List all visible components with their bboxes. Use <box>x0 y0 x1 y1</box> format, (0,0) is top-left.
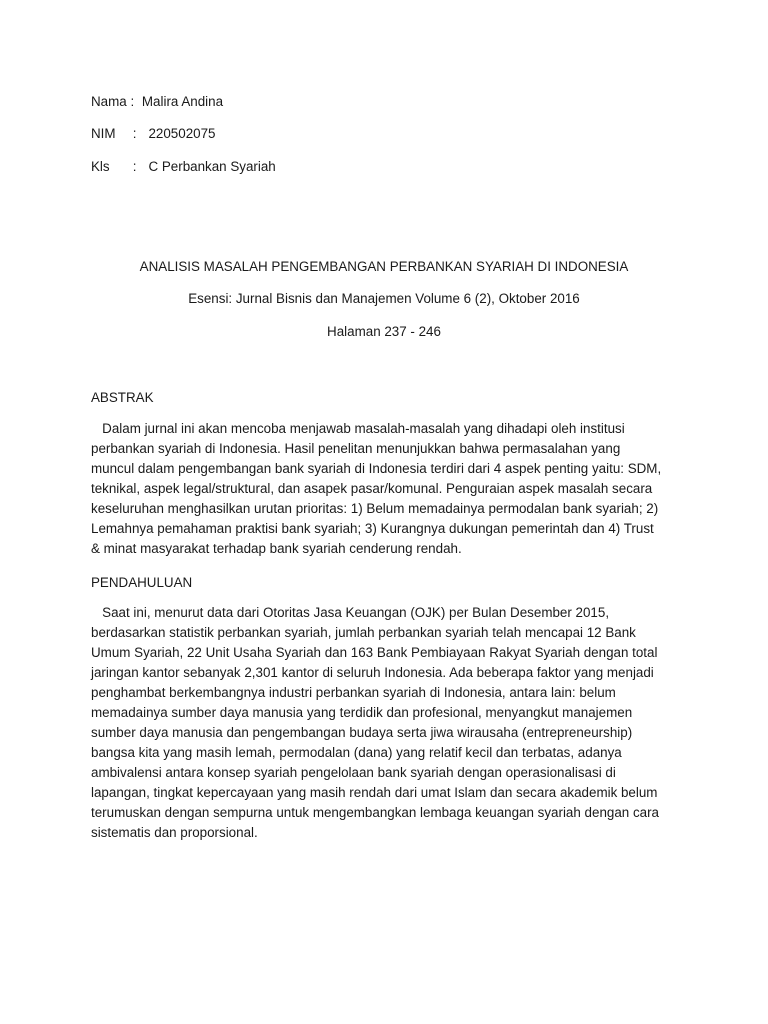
identity-kls-row <box>91 158 276 176</box>
abstrak-line: keseluruhan menghasilkan urutan prioritas: 1) Belum memadainya permodalan bank syariah; 2) <box>91 501 659 516</box>
abstrak-heading: ABSTRAK <box>91 390 154 405</box>
title-text: ANALISIS MASALAH PENGEMBANGAN PERBANKAN SYARIAH DI INDONESIA <box>139 259 629 274</box>
pendahuluan-paragraph <box>91 603 691 843</box>
abstrak-line: perbankan syariah di Indonesia. Hasil penelitan menunjukkan bahwa permasalahan yang <box>91 441 621 456</box>
pendahuluan-line: jaringan kantor sebanyak 2,301 kantor di seluruh Indonesia. Ada beberapa faktor yang menjadi <box>91 665 654 680</box>
abstrak-line: muncul dalam pengembangan bank syariah di Indonesia terdiri dari 4 aspek penting yaitu: SDM, <box>91 461 662 476</box>
pendahuluan-line: ambivalensi antara konsep syariah pengelolaan bank syariah dengan operasionalisasi di <box>91 765 616 780</box>
title-text: Esensi: Jurnal Bisnis dan Manajemen Volume 6 (2), Oktober 2016 <box>188 291 580 306</box>
pendahuluan-line: sistematis dan proporsional. <box>91 825 258 840</box>
identity-nama-row <box>91 93 223 111</box>
nama-value: Malira Andina <box>141 94 224 109</box>
pendahuluan-line: Saat ini, menurut data dari Otoritas Jasa Keuangan (OJK) per Bulan Desember 2015, <box>91 605 610 620</box>
document-pages <box>0 323 768 341</box>
pendahuluan-line: berdasarkan statistik perbankan syariah, jumlah perbankan syariah telah mencapai 12 Bank <box>91 625 636 640</box>
abstrak-paragraph <box>91 419 691 559</box>
kls-label: Kls <box>91 159 110 174</box>
nim-colon: : <box>132 126 137 141</box>
pendahuluan-line: sumber daya manusia dan pengembangan budaya serta jiwa wirausaha (entrepreneurship) <box>91 725 633 740</box>
pendahuluan-line: lapangan, tingkat kepercayaan yang masih rendah dari umat Islam dan secara akademik belum <box>91 785 658 800</box>
abstrak-line: & minat masyarakat terhadap bank syariah cenderung rendah. <box>91 541 462 556</box>
abstrak-line: Lemahnya pemahaman praktisi bank syariah; 3) Kurangnya dukungan pemerintah dan 4) Trust <box>91 521 654 536</box>
identity-nim-row <box>91 125 216 143</box>
pendahuluan-heading: PENDAHULUAN <box>91 575 193 590</box>
pendahuluan-line: memadainya sumber daya manusia yang terdidik dan profesional, menyangkut manajemen <box>91 705 633 720</box>
nim-value: 220502075 <box>148 126 216 141</box>
nama-label: Nama : <box>91 94 135 109</box>
document-title <box>0 258 768 276</box>
pendahuluan-line: Umum Syariah, 22 Unit Usaha Syariah dan 163 Bank Pembiayaan Rakyat Syariah dengan total <box>91 645 658 660</box>
document-source <box>0 290 768 308</box>
kls-value: C Perbankan Syariah <box>148 159 276 174</box>
pendahuluan-line: terumuskan dengan sempurna untuk mengembangkan lembaga keuangan syariah dengan cara <box>91 805 659 820</box>
title-text: Halaman 237 - 246 <box>327 324 441 339</box>
abstrak-line: Dalam jurnal ini akan mencoba menjawab masalah-masalah yang dihadapi oleh institusi <box>91 421 625 436</box>
pendahuluan-line: bangsa kita yang masih lemah, permodalan (dana) yang relatif kecil dan terbatas, adanya <box>91 745 622 760</box>
kls-colon: : <box>132 159 137 174</box>
pendahuluan-line: penghambat berkembangnya industri perbankan syariah di Indonesia, antara lain: belum <box>91 685 616 700</box>
abstrak-line: teknikal, aspek legal/struktural, dan asapek pasar/komunal. Penguraian aspek masalah secara <box>91 481 653 496</box>
nim-label: NIM <box>91 126 116 141</box>
